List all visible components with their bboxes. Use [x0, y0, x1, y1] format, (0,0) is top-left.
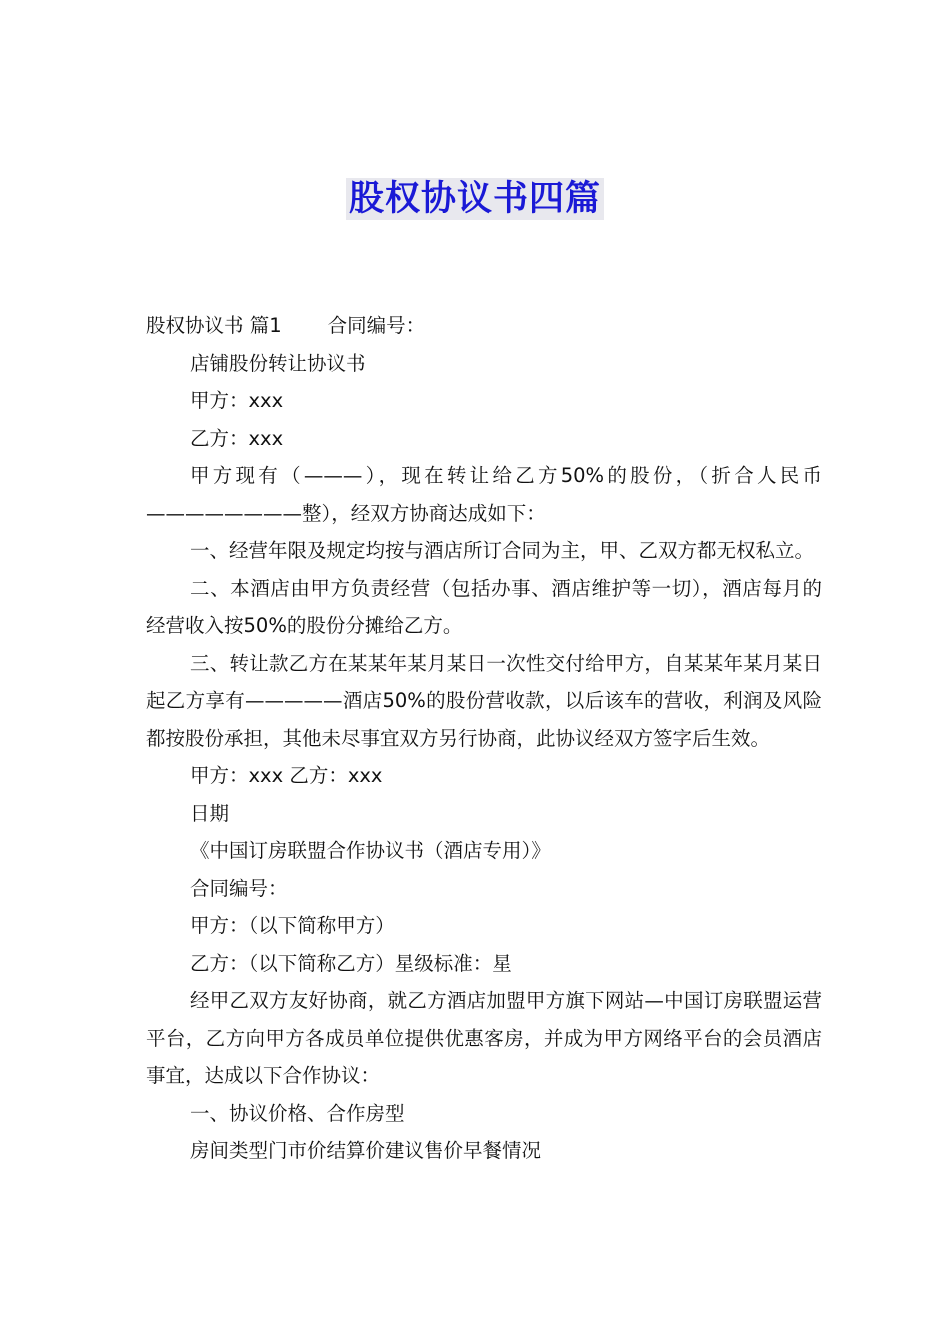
- contract-number-label: 合同编号：: [327, 314, 426, 337]
- paragraph: 房间类型门市价结算价建议售价早餐情况: [190, 1139, 542, 1162]
- paragraph: 合同编号：: [190, 876, 288, 900]
- paragraph: 一、协议价格、合作房型: [190, 1101, 405, 1125]
- first-line: [146, 307, 822, 345]
- title-container: [0, 178, 950, 220]
- paragraph: 店铺股份转让协议书: [190, 351, 366, 375]
- paragraph: 乙方：（以下简称乙方）星级标准：星: [190, 951, 512, 975]
- paragraph: 经甲乙双方友好协商，就乙方酒店加盟甲方旗下网站—中国订房联盟运营平台，乙方向甲方各成员单位提供优惠客房，并成为甲方网络平台的会员酒店事宜，达成以下合作协议：: [146, 989, 822, 1087]
- paragraph: 二、本酒店由甲方负责经营（包括办事、酒店维护等一切），酒店每月的经营收入按50%的股份分摊给乙方。: [146, 576, 822, 637]
- paragraph: 甲方：xxx: [190, 389, 284, 412]
- paragraph: 一、经营年限及规定均按与酒店所订合同为主，甲、乙双方都无权私立。: [190, 539, 815, 562]
- paragraph: 《中国订房联盟合作协议书（酒店专用）》: [190, 839, 551, 862]
- paragraph: 甲方：（以下简称甲方）: [190, 914, 395, 937]
- paragraph: 三、转让款乙方在某某年某月某日一次性交付给甲方，自某某年某月某日起乙方享有—————酒店50%的股份营收款，以后该车的营收，利润及风险都按股份承担，其他未尽事宜双方另行协商，此协议经双方签字后生效。: [146, 651, 822, 750]
- document-body: [146, 307, 822, 1170]
- paragraph: 乙方：xxx: [190, 426, 284, 450]
- document-title: 股权协议书四篇: [346, 178, 604, 220]
- paragraph: 日期: [190, 801, 230, 825]
- paragraph: 甲方：xxx 乙方：xxx: [190, 764, 383, 787]
- section-heading: 股权协议书 篇1: [146, 314, 282, 337]
- paragraph: 甲方现有（———），现在转让给乙方50%的股份，（折合人民币————————整），经双方协商达成如下：: [146, 464, 822, 525]
